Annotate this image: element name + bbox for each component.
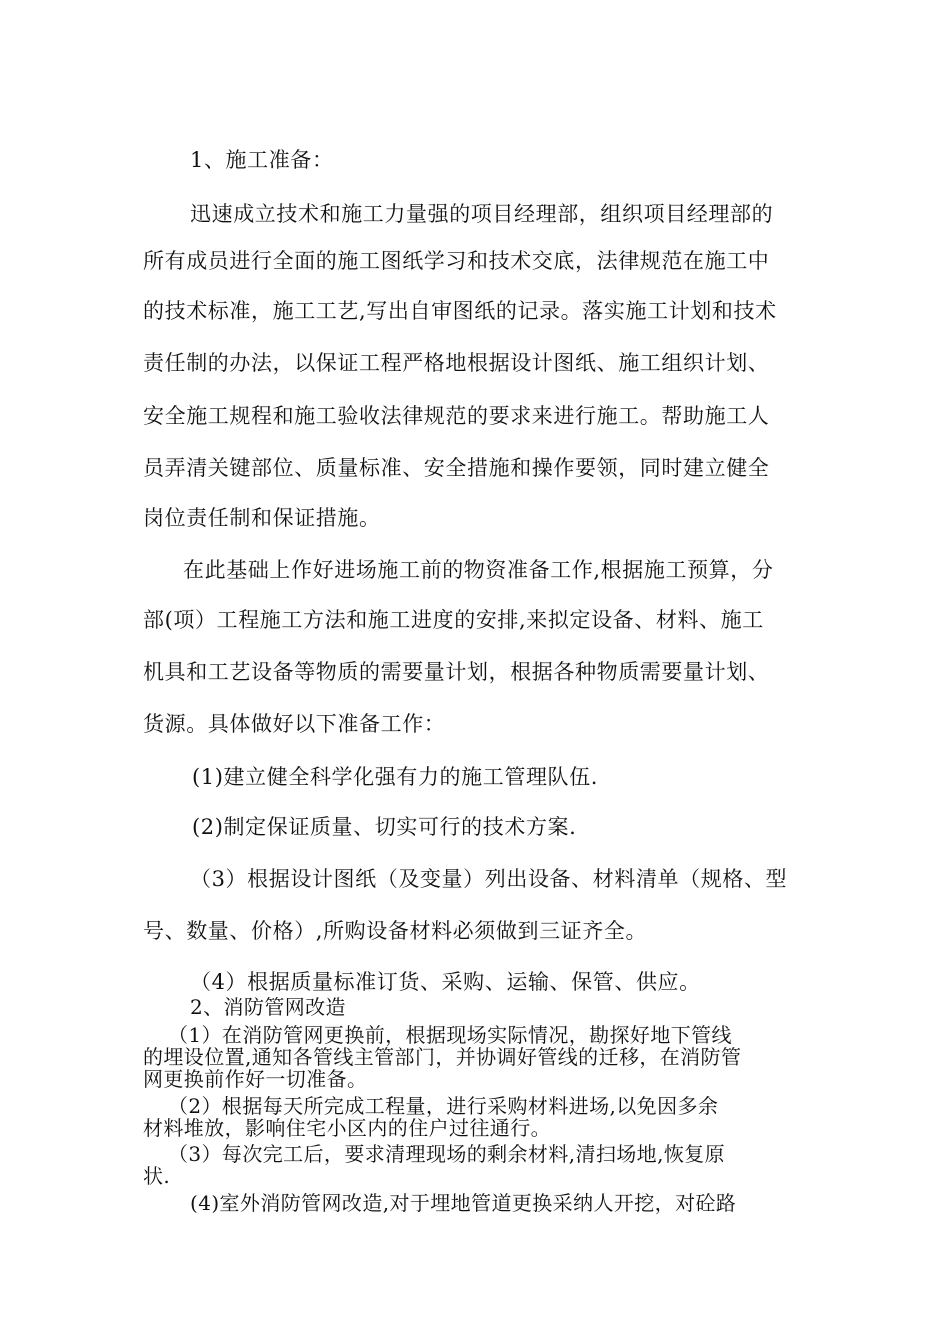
section-2-line-1: （1）在消防管网更换前，根据现场实际情况，勘探好地下管线 [168, 1023, 732, 1047]
section-2-line-4: （2）根据每天所完成工程量，进行采购材料进场,以免因多余 [168, 1094, 719, 1118]
section-1-heading: 1、施工准备： [190, 148, 334, 172]
list-item-3-line-1: （3）根据设计图纸（及变量）列出设备、材料清单（规格、型 [190, 867, 788, 891]
section-2-line-8: (4)室外消防管网改造,对于埋地管道更换采纳人开挖，对砼路 [190, 1191, 737, 1215]
section-2-line-2: 的埋设位置,通知各管线主管部门，并协调好管线的迁移，在消防管 [143, 1045, 742, 1069]
paragraph-2-line-4: 货源。具体做好以下准备工作： [143, 712, 446, 736]
paragraph-1-line-5: 安全施工规程和施工验收法律规范的要求来进行施工。帮助施工人 [143, 404, 770, 428]
paragraph-1-line-2: 所有成员进行全面的施工图纸学习和技术交底，法律规范在施工中 [143, 249, 770, 273]
paragraph-1-line-7: 岗位责任制和保证措施。 [143, 506, 381, 530]
section-2-heading: 2、消防管网改造 [190, 995, 346, 1019]
paragraph-2-line-1: 在此基础上作好进场施工前的物资准备工作,根据施工预算，分 [183, 558, 774, 582]
list-item-2: (2)制定保证质量、切实可行的技术方案. [192, 815, 577, 839]
paragraph-2-line-3: 机具和工艺设备等物质的需要量计划，根据各种物质需要量计划、 [143, 660, 770, 684]
paragraph-2-line-2: 部(项）工程施工方法和施工进度的安排,来拟定设备、材料、施工 [143, 608, 764, 632]
section-2-line-6: （3）每次完工后，要求清理现场的剩余材料,清扫场地,恢复原 [168, 1142, 726, 1166]
list-item-4: （4）根据质量标准订货、采购、运输、保管、供应。 [190, 970, 701, 994]
paragraph-1-line-6: 员弄清关键部位、质量标准、安全措施和操作要领，同时建立健全 [143, 456, 770, 480]
list-item-1: (1)建立健全科学化强有力的施工管理队伍. [192, 765, 599, 789]
paragraph-1-line-1: 迅速成立技术和施工力量强的项目经理部，组织项目经理部的 [190, 202, 774, 226]
paragraph-1-line-3: 的技术标准，施工工艺,写出自审图纸的记录。落实施工计划和技术 [143, 299, 777, 323]
section-2-line-7: 状. [143, 1164, 171, 1188]
paragraph-1-line-4: 责任制的办法，以保证工程严格地根据设计图纸、施工组织计划、 [143, 351, 770, 375]
section-2-line-3: 网更换前作好一切准备。 [143, 1067, 368, 1091]
list-item-3-line-2: 号、数量、价格）,所购设备材料必须做到三证齐全。 [143, 919, 648, 943]
section-2-line-5: 材料堆放，影响住宅小区内的住户过往通行。 [143, 1116, 551, 1140]
